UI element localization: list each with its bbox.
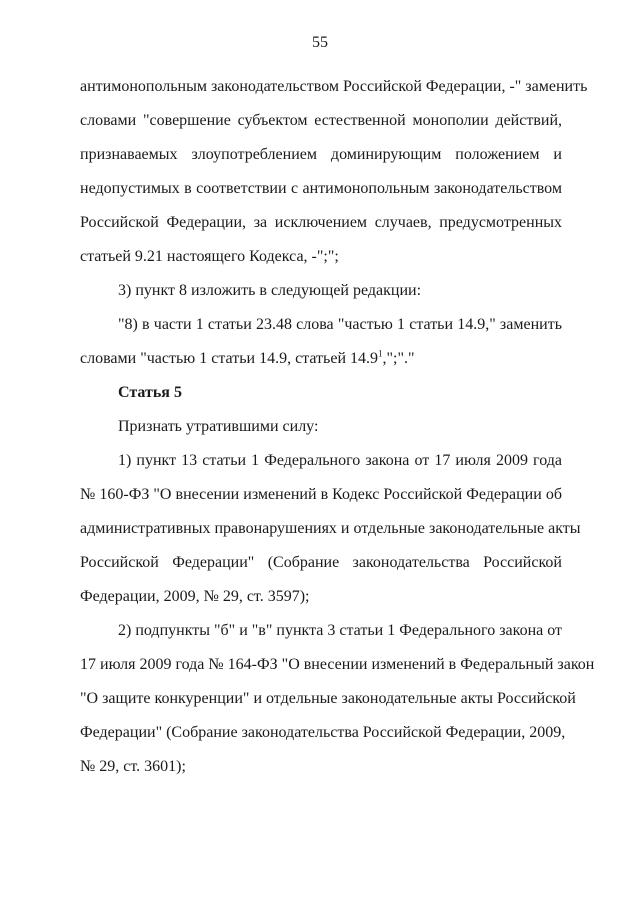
text-line: словами "совершение субъектом естественной монополии действий, <box>80 112 562 129</box>
text-line: 1) пункт 13 статьи 1 Федерального закона от 17 июля 2009 года <box>118 452 562 469</box>
text-line: Российской Федерации" (Собрание законодательства Российской <box>80 554 562 571</box>
text-line: административных правонарушениях и отдельные законодательные акты <box>80 520 581 537</box>
text-line: антимонопольным законодательством Российской Федерации, -" заменить <box>80 78 588 95</box>
article-5-intro: Признать утратившими силу: <box>118 418 319 435</box>
text-line: Федерации, 2009, № 29, ст. 3597); <box>80 588 310 605</box>
paragraph-item-8 <box>80 308 562 376</box>
text-line: 17 июля 2009 года № 164-ФЗ "О внесении изменений в Федеральный закон <box>80 656 595 673</box>
text-line <box>80 342 562 376</box>
paragraph-continuation <box>80 70 588 274</box>
page-number: 55 <box>312 34 328 51</box>
text-line: 2) подпункты "б" и "в" пункта 3 статьи 1 Федерального закона от <box>118 622 563 639</box>
superscript: 1 <box>378 348 383 359</box>
text-line: "О защите конкуренции" и отдельные законодательные акты Российской <box>80 690 576 707</box>
text-line: Российской Федерации, за исключением случаев, предусмотренных <box>80 214 562 231</box>
text-line: недопустимых в соответствии с антимонопольным законодательством <box>80 180 562 197</box>
text-line: 3) пункт 8 изложить в следующей редакции: <box>118 282 422 299</box>
text-segment: словами "частью 1 статьи 14.9, статьей 14.9 <box>80 350 378 367</box>
text-line: признаваемых злоупотреблением доминирующим положением и <box>80 146 562 163</box>
paragraph-item-3 <box>80 274 562 308</box>
text-line: Федерации" (Собрание законодательства Российской Федерации, 2009, <box>80 724 566 741</box>
text-line: статьей 9.21 настоящего Кодекса, -";"; <box>80 248 339 265</box>
article-5-item-1 <box>80 444 581 614</box>
text-line: "8) в части 1 статьи 23.48 слова "частью 1 статьи 14.9," заменить <box>118 316 562 333</box>
document-body <box>80 70 595 784</box>
text-line: № 160-ФЗ "О внесении изменений в Кодекс Российской Федерации об <box>80 486 562 503</box>
text-segment: ,";"." <box>382 350 415 367</box>
article-5-item-2 <box>80 614 595 784</box>
text-line: № 29, ст. 3601); <box>80 758 186 775</box>
article-5-heading: Статья 5 <box>118 384 182 401</box>
